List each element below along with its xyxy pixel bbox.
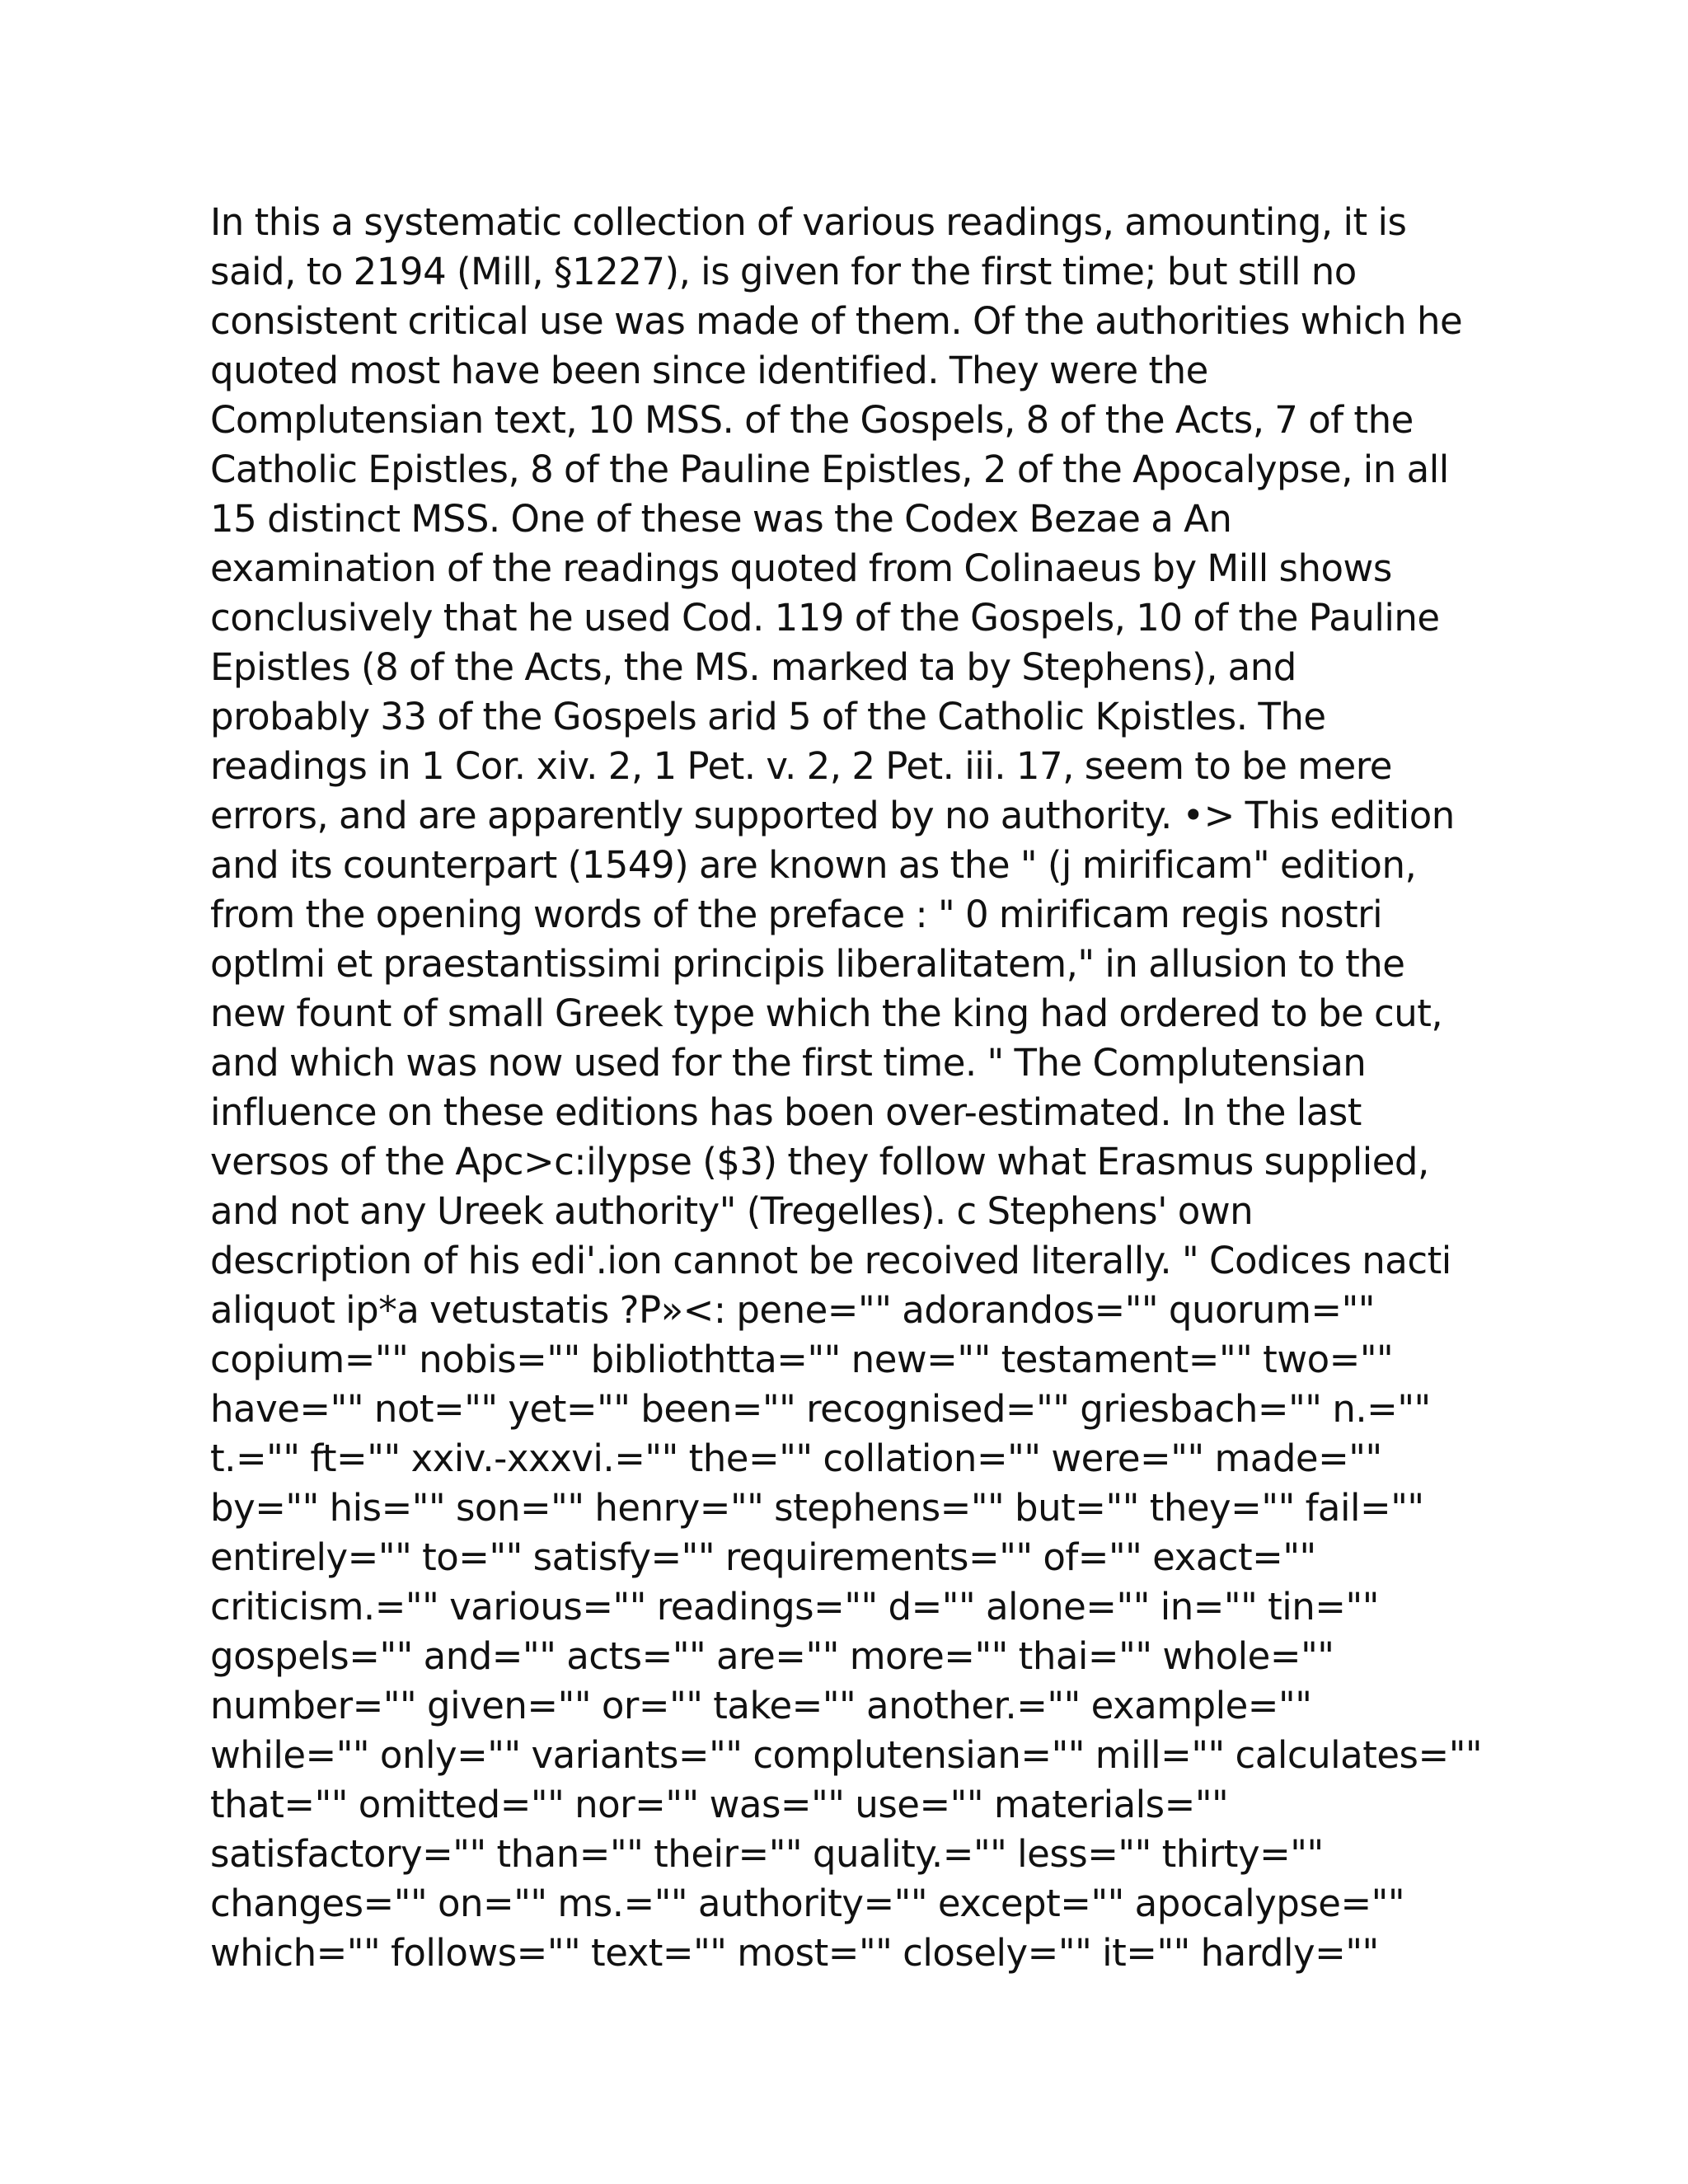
text-line: changes="" on="" ms.="" authority="" except="" apocalypse="" <box>210 1882 1405 1925</box>
text-line: while="" only="" variants="" complutensian="" mill="" calculates="" <box>210 1733 1483 1777</box>
text-line: Catholic Epistles, 8 of the Pauline Epistles, 2 of the Apocalypse, in all <box>210 448 1449 491</box>
text-line: criticism.="" various="" readings="" d="" alone="" in="" tin="" <box>210 1585 1379 1629</box>
text-line: by="" his="" son="" henry="" stephens="" but="" they="" fail="" <box>210 1486 1424 1530</box>
text-line: have="" not="" yet="" been="" recognised="" griesbach="" n.="" <box>210 1387 1431 1431</box>
text-line: versos of the Apc>c:ilypse ($3) they follow what Erasmus supplied, <box>210 1140 1429 1183</box>
text-line: and its counterpart (1549) are known as the " (j mirificam" edition, <box>210 843 1417 887</box>
text-line: conclusively that he used Cod. 119 of the Gospels, 10 of the Pauline <box>210 596 1440 640</box>
text-line: from the opening words of the preface : " 0 mirificam regis nostri <box>210 893 1383 936</box>
text-line: In this a systematic collection of various readings, amounting, it is <box>210 200 1407 244</box>
text-line: errors, and are apparently supported by no authority. •> This edition <box>210 794 1455 837</box>
text-line: satisfactory="" than="" their="" quality.="" less="" thirty="" <box>210 1832 1324 1876</box>
text-line: and which was now used for the first time. " The Complutensian <box>210 1041 1367 1085</box>
text-line: t.="" ft="" xxiv.-xxxvi.="" the="" collation="" were="" made="" <box>210 1436 1382 1480</box>
text-line: said, to 2194 (Mill, §1227), is given for the first time; but still no <box>210 250 1357 293</box>
body-paragraph <box>210 198 1545 1978</box>
text-line: aliquot ip*a vetustatis ?P»<: pene="" adorandos="" quorum="" <box>210 1288 1376 1332</box>
text-line: copium="" nobis="" bibliothtta="" new="" testament="" two="" <box>210 1338 1394 1381</box>
text-line: quoted most have been since identified. They were the <box>210 349 1208 392</box>
text-line: consistent critical use was made of them. Of the authorities which he <box>210 299 1463 343</box>
text-line: entirely="" to="" satisfy="" requirements="" of="" exact="" <box>210 1535 1316 1579</box>
text-line: readings in 1 Cor. xiv. 2, 1 Pet. v. 2, 2 Pet. iii. 17, seem to be mere <box>210 744 1392 788</box>
text-line: Complutensian text, 10 MSS. of the Gospels, 8 of the Acts, 7 of the <box>210 398 1414 442</box>
text-line: new fount of small Greek type which the king had ordered to be cut, <box>210 991 1443 1035</box>
text-line: influence on these editions has boen over-estimated. In the last <box>210 1090 1362 1134</box>
text-line: number="" given="" or="" take="" another.="" example="" <box>210 1684 1312 1727</box>
text-line: which="" follows="" text="" most="" closely="" it="" hardly="" <box>210 1931 1379 1975</box>
text-line: probably 33 of the Gospels arid 5 of the Catholic Kpistles. The <box>210 695 1326 738</box>
text-line: gospels="" and="" acts="" are="" more="" thai="" whole="" <box>210 1634 1334 1678</box>
text-line: 15 distinct MSS. One of these was the Codex Bezae a An <box>210 497 1232 541</box>
text-line: examination of the readings quoted from Colinaeus by Mill shows <box>210 546 1392 590</box>
text-line: description of his edi'.ion cannot be recoived literally. " Codices nacti <box>210 1239 1451 1282</box>
text-line: that="" omitted="" nor="" was="" use="" materials="" <box>210 1783 1229 1826</box>
text-line: and not any Ureek authority" (Tregelles). c Stephens' own <box>210 1189 1254 1233</box>
text-line: optlmi et praestantissimi principis liberalitatem," in allusion to the <box>210 942 1405 986</box>
text-line: Epistles (8 of the Acts, the MS. marked ta by Stephens), and <box>210 645 1296 689</box>
